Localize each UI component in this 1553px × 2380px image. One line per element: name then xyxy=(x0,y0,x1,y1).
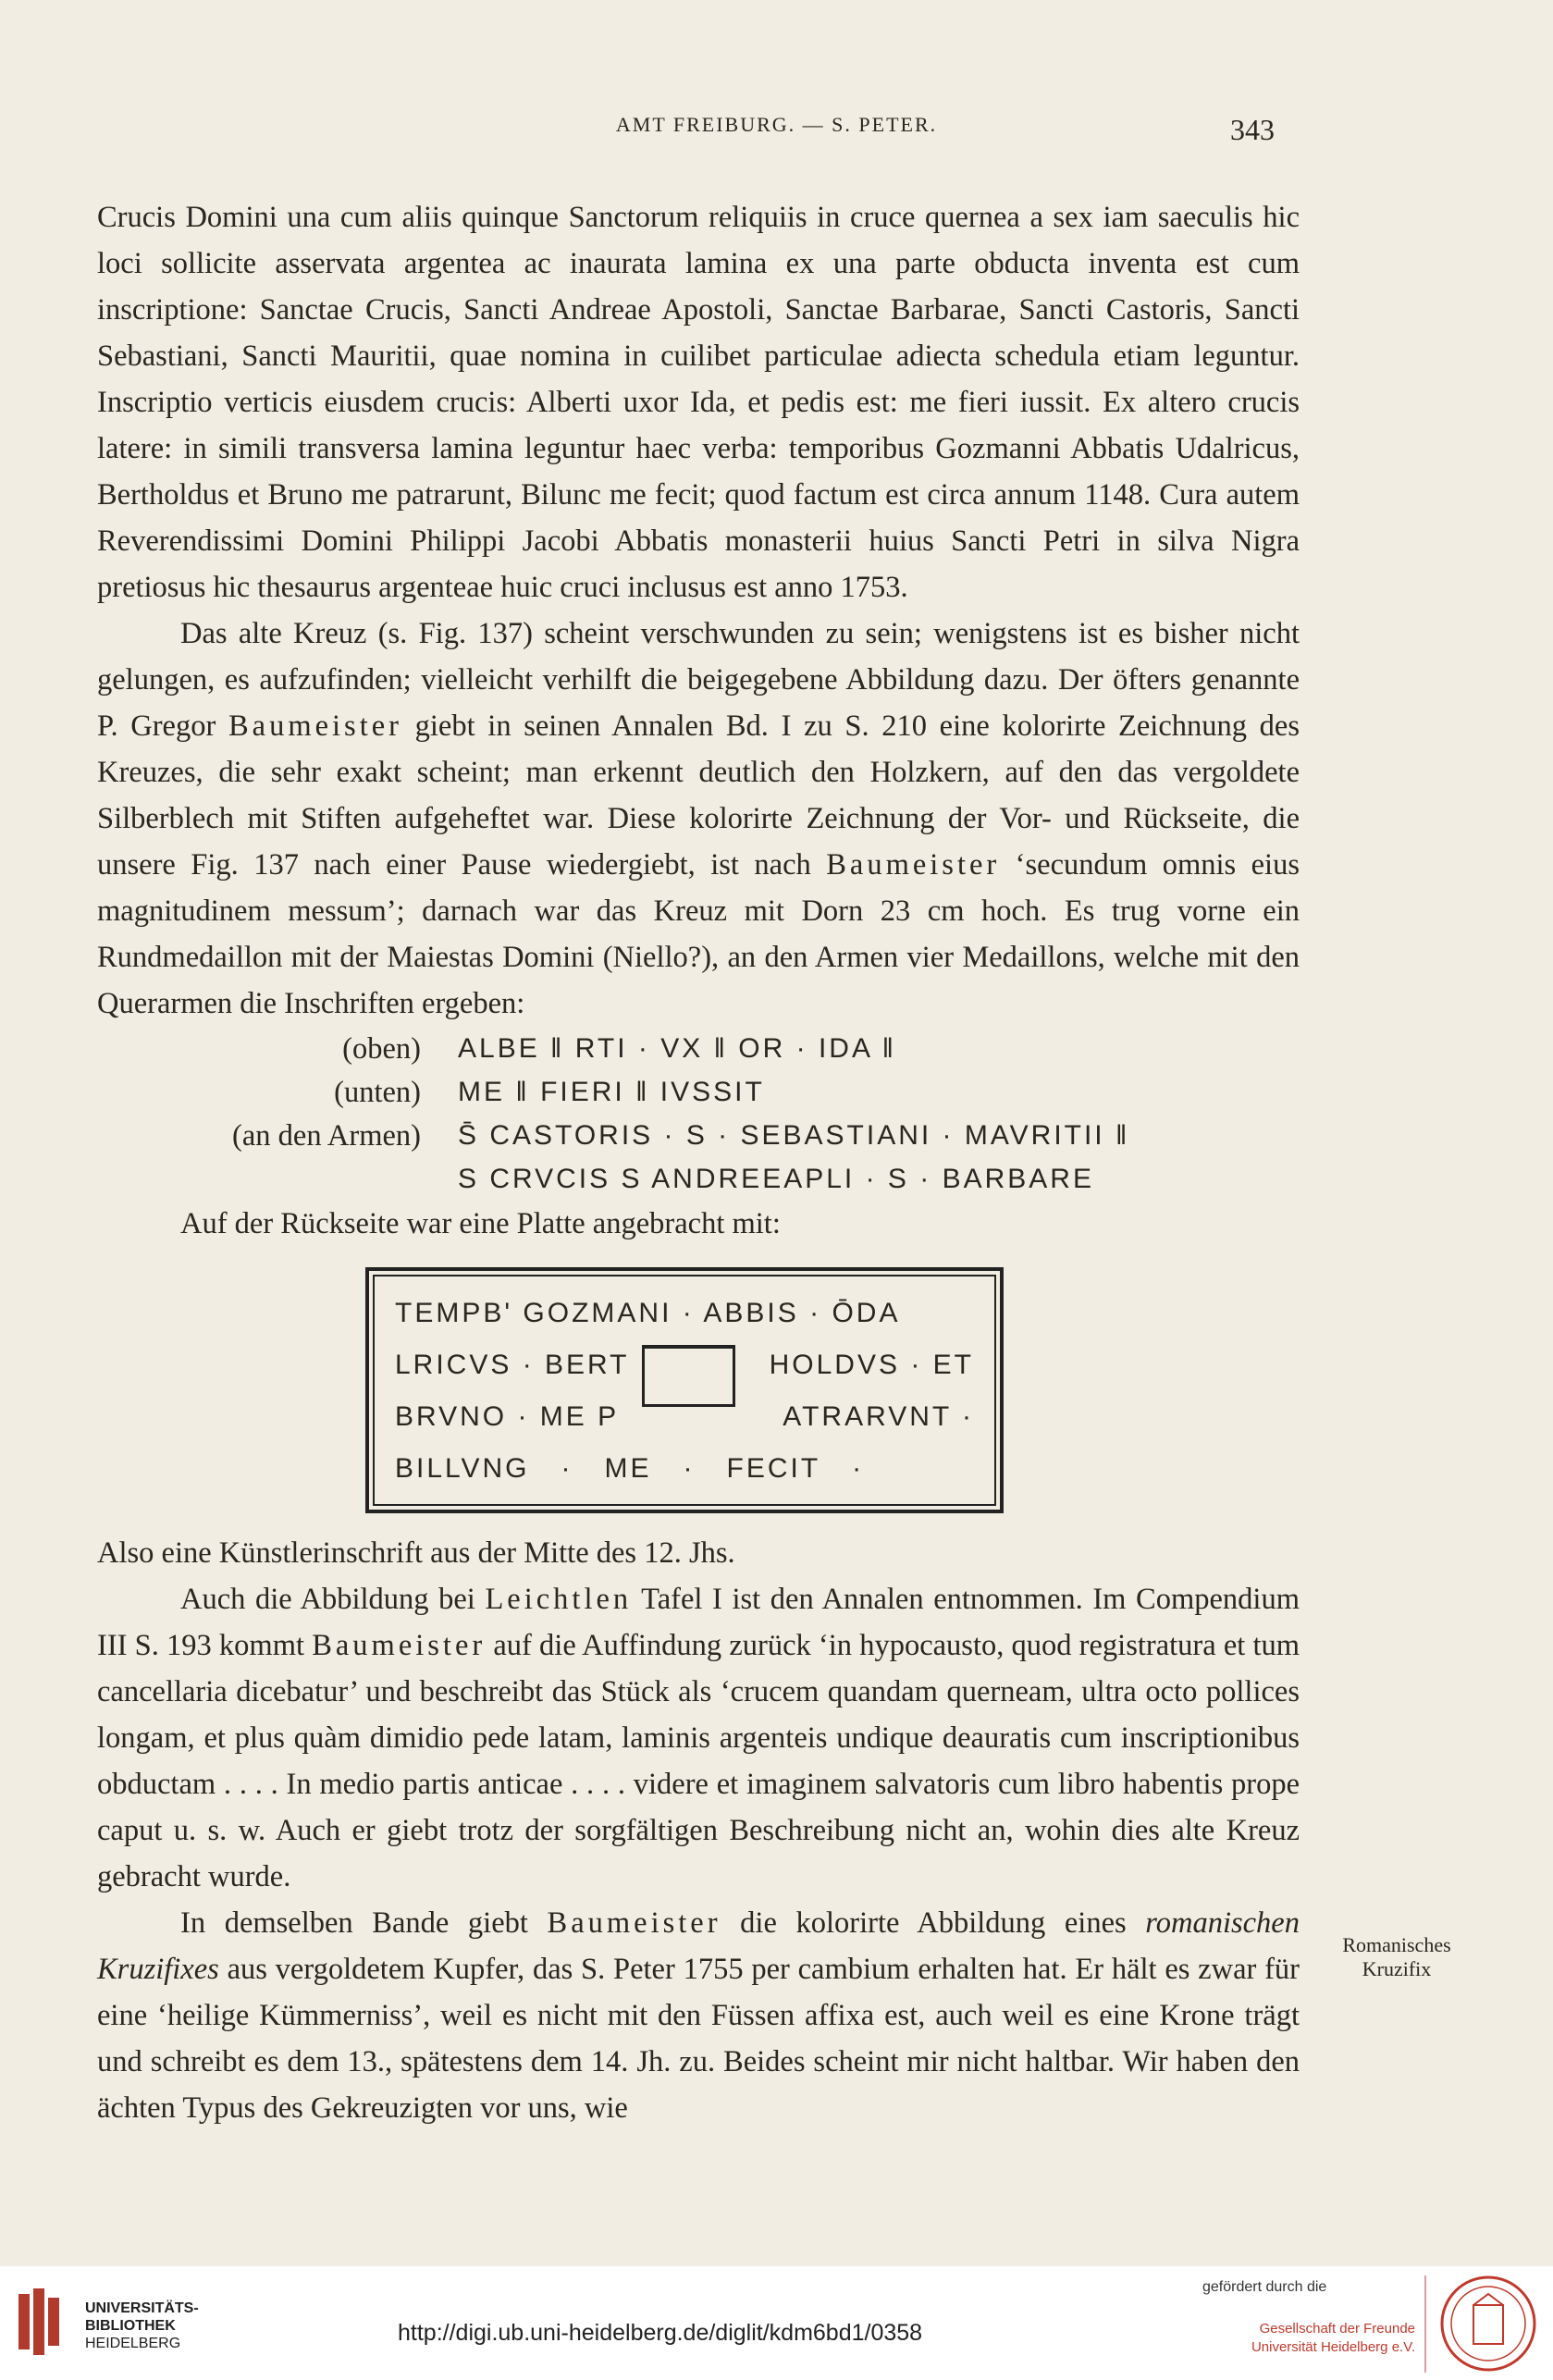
plate-row xyxy=(395,1288,974,1339)
text-run: ‘secundum omnis eius magnitudinem messum’; darnach war das Kreuz mit Dorn 23 cm hoch. Es trug vorne ein Rundmedaillon mit der Maiestas Domini (Niello?), an den Armen vier Medaillons, welche mit den Querarmen die Inschriften ergeben: xyxy=(97,848,1300,1020)
inscription-row xyxy=(97,1027,1300,1070)
running-header: AMT FREIBURG. — S. PETER. xyxy=(615,113,938,136)
plate-text: · xyxy=(683,1453,696,1484)
library-name-line: BIBLIOTHEK xyxy=(85,2318,176,2334)
plate-row xyxy=(395,1443,974,1495)
plate-text: BRVNO · ME P xyxy=(395,1401,620,1432)
library-name xyxy=(85,2300,199,2352)
inscription-label: (an den Armen) xyxy=(232,1118,421,1153)
paragraph xyxy=(97,610,1300,1027)
society-name-line: Gesellschaft der Freunde xyxy=(1259,2321,1415,2337)
permalink[interactable]: http://digi.ub.uni-heidelberg.de/diglit/kdm6bd1/0358 xyxy=(398,2320,923,2346)
paragraph xyxy=(97,1900,1300,2131)
divider xyxy=(1424,2275,1426,2373)
plate-figure xyxy=(69,1267,1300,1513)
society-name-line: Universität Heidelberg e.V. xyxy=(1251,2339,1415,2355)
text-run: Das alte Kreuz (s. Fig. 137) scheint verschwunden zu sein; wenigstens ist es bisher nicht gelungen, es aufzufinden; vielleicht verhilft die beigegebene Abbildung dazu. Der öfters genannte P. Gregor xyxy=(97,617,1300,743)
inscription-label: (oben) xyxy=(342,1031,421,1066)
inscription-text: ALBE ‖ RTI · VX ‖ OR · IDA ‖ xyxy=(458,1032,897,1064)
library-name-line: HEIDELBERG xyxy=(85,2336,181,2351)
plate-text: HOLDVS · ET xyxy=(769,1350,974,1380)
plate-text: LRICVS · BERT xyxy=(395,1350,630,1380)
funded-by-text: gefördert durch die xyxy=(1202,2279,1327,2295)
text-run: giebt in seinen Annalen Bd. I zu S. 210 eine kolorirte Zeichnung des Kreuzes, die sehr exakt scheint; man erkennt deutlich den Holzkern, auf den das vergoldete Silberblech mit Stiften aufgeheftet war. Diese kolorirte Zeichnung der Vor- und Rückseite, die unsere Fig. 137 nach einer Pause wiedergiebt, ist nach xyxy=(97,709,1300,882)
paragraph xyxy=(97,1576,1300,1900)
author-name: Baumeister xyxy=(312,1629,487,1662)
society-name xyxy=(1202,2320,1415,2357)
plate-text: · xyxy=(852,1453,865,1484)
inscription-plate xyxy=(365,1267,1004,1513)
text-run: In demselben Bande giebt xyxy=(180,1906,548,1940)
inscription-text: S̄ CASTORIS · S · SEBASTIANI · MAVRITII ‖ xyxy=(458,1119,1130,1151)
text-run: auf die Auffindung zurück ‘in hypocausto, quod registratura et tum cancellaria dicebatur’ und beschreibt das Stück als ‘crucem quandam querneam, ultra octo pollices longam, et plus quàm dimidio pede latam, laminis argenteis undique deauratis cum inscriptionibus obductam . . . . In medio partis anticae . . . . videre et imaginem salvatoris cum libro habentis prope caput u. s. w. Auch er giebt trotz der sorgfältigen Beschreibung nicht an, wohin dies alte Kreuz gebracht wurde. xyxy=(97,1629,1300,1893)
inscription-list xyxy=(97,1027,1300,1201)
plate-text: TEMPB' GOZMANI · ABBIS · ŌDA xyxy=(395,1298,901,1328)
italic-term: romanischen Kruzifixes xyxy=(97,1906,1300,1986)
plate-row xyxy=(395,1339,974,1391)
author-name: Baumeister xyxy=(228,709,402,743)
plate-text: BILLVNG xyxy=(395,1453,530,1484)
inscription-text: S CRVCIS S ANDREEAPLI · S · BARBARE xyxy=(458,1163,1094,1194)
author-name: Baumeister xyxy=(547,1906,721,1940)
footer-bar xyxy=(0,2266,1553,2380)
inscription-row xyxy=(97,1157,1300,1201)
plate-text: FECIT xyxy=(726,1453,821,1484)
inscription-label: (unten) xyxy=(334,1075,421,1109)
inscription-row xyxy=(97,1114,1300,1157)
inscription-text: ME ‖ FIERI ‖ IVSSIT xyxy=(458,1076,765,1107)
library-logo-icon xyxy=(13,2285,68,2359)
text-run: die kolorirte Abbildung eines xyxy=(721,1906,1146,1940)
paragraph: Crucis Domini una cum aliis quinque Sanctorum reliquiis in cruce quernea a sex iam saeculis hic loci sollicite asservata argentea ac inaurata lamina ex una parte obducta inventa est cum inscriptione: Sanctae Crucis, Sancti Andreae Apostoli, Sanctae Barbarae, Sancti Castoris, Sancti Sebastiani, Sancti Mauritii, quae nomina in cuilibet particulae adiecta schedula etiam leguntur. Inscriptio verticis eiusdem crucis: Alberti uxor Ida, et pedis est: me fieri iussit. Ex altero crucis latere: in simili transversa lamina leguntur haec verba: temporibus Gozmanni Abbatis Udalricus, Bertholdus et Bruno me patrarunt, Bilunc me fecit; quod factum est circa annum 1148. Cura autem Reverendissimi Domini Philippi Jacobi Abbatis monasterii huius Sancti Petri in silva Nigra pretiosus hic thesaurus argenteae huic cruci inclusus est anno 1753. xyxy=(97,201,1300,604)
inscription-row xyxy=(97,1070,1300,1114)
text-run: Tafel I ist den Annalen entnommen. Im Compendium III S. 193 kommt xyxy=(97,1583,1300,1662)
author-name: Baumeister xyxy=(826,848,1001,882)
page-number: 343 xyxy=(1230,113,1275,146)
paragraph: Also eine Künstlerinschrift aus der Mitte des 12. Jhs. xyxy=(97,1536,735,1570)
library-name-line: UNIVERSITÄTS- xyxy=(85,2300,199,2316)
text-run: Auch die Abbildung bei xyxy=(180,1583,486,1616)
plate-text: ATRARVNT · xyxy=(783,1401,974,1432)
paragraph: Auf der Rückseite war eine Platte angebracht mit: xyxy=(180,1207,781,1240)
body-text xyxy=(97,194,1300,2131)
margin-note: Romanisches Kruzifix xyxy=(1342,1933,1451,1980)
plate-row xyxy=(395,1391,974,1443)
author-name: Leichtlen xyxy=(485,1583,633,1616)
university-seal-icon xyxy=(1438,2274,1538,2374)
plate-text: · xyxy=(561,1453,573,1484)
text-run: aus vergoldetem Kupfer, das S. Peter 1755 per cambium erhalten hat. Er hält es zwar für eine ‘heilige Kümmerniss’, weil es nicht mit den Füssen affixa est, auch weil es eine Krone trägt und schreibt es dem 13., spätestens dem 14. Jh. zu. Beides scheint mir nicht haltbar. Wir haben den ächten Typus des Gekreuzigten vor uns, wie xyxy=(97,1953,1300,2125)
plate-text: ME xyxy=(604,1453,652,1484)
